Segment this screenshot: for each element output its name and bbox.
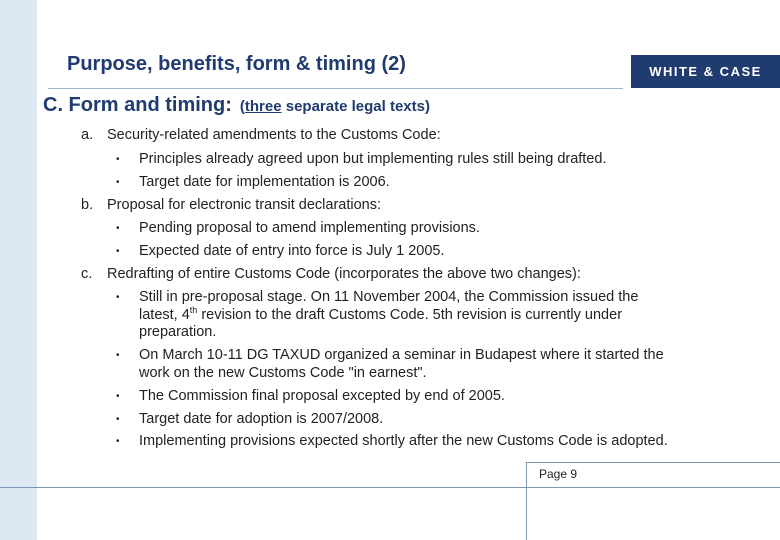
list-item-b-bullet-2: Expected date of entry into force is July 1 2005.: [139, 243, 445, 259]
left-decorative-bar: [0, 0, 37, 540]
section-heading: [43, 94, 430, 117]
title-divider: [48, 88, 623, 89]
list-item-a-text: Security-related amendments to the Customs Code:: [107, 127, 441, 143]
bullet-icon: •: [116, 246, 120, 257]
list-marker-b: b.: [81, 197, 94, 213]
white-case-logo: WHITE & CASE: [631, 55, 780, 88]
list-item-c-text: Redrafting of entire Customs Code (incorporates the above two changes):: [107, 266, 581, 282]
list-item-c-bullet-3: The Commission final proposal excepted by end of 2005.: [139, 388, 505, 404]
list-item-c-bullet-2-line-2: work on the new Customs Code "in earnest".: [139, 365, 427, 381]
bullet-icon: •: [116, 436, 120, 447]
underlined-word: three: [244, 98, 282, 115]
list-item-c-bullet-2-line-1: On March 10-11 DG TAXUD organized a seminar in Budapest where it started the: [139, 347, 664, 363]
bullet-icon: •: [116, 177, 120, 188]
list-marker-c: c.: [81, 266, 93, 282]
footer-divider: [0, 487, 780, 488]
bullet-icon: •: [116, 391, 120, 402]
bullet-icon: •: [116, 154, 120, 165]
list-item-c-bullet-1-line-2: latest, 4th revision to the draft Customs Code. 5th revision is currently under: [139, 305, 623, 323]
slide-title: Purpose, benefits, form & timing (2): [67, 53, 406, 75]
page-number: Page 9: [539, 467, 578, 481]
list-marker-a: a.: [81, 127, 94, 143]
footer-box-left-rule: [526, 462, 527, 540]
list-item-c-bullet-4: Target date for adoption is 2007/2008.: [139, 411, 384, 427]
list-item-b-bullet-1: Pending proposal to amend implementing provisions.: [139, 220, 480, 236]
list-item-c-bullet-5: Implementing provisions expected shortly after the new Customs Code is adopted.: [139, 433, 668, 449]
list-item-b-text: Proposal for electronic transit declarations:: [107, 197, 382, 213]
list-item-a-bullet-1: Principles already agreed upon but implementing rules still being drafted.: [139, 151, 607, 167]
footer-box-top-rule: [526, 462, 780, 463]
list-item-c-bullet-1-line-1: Still in pre-proposal stage. On 11 November 2004, the Commission issued the: [139, 289, 639, 305]
bullet-icon: •: [116, 414, 120, 425]
bullet-icon: •: [116, 292, 120, 303]
section-heading-main: C. Form and timing:: [43, 94, 232, 116]
section-subheading: (three separate legal texts): [239, 98, 430, 115]
list-item-c-bullet-1-line-3: preparation.: [139, 324, 217, 340]
bullet-icon: •: [116, 223, 120, 234]
bullet-icon: •: [116, 350, 120, 361]
list-item-a-bullet-2: Target date for implementation is 2006.: [139, 174, 390, 190]
